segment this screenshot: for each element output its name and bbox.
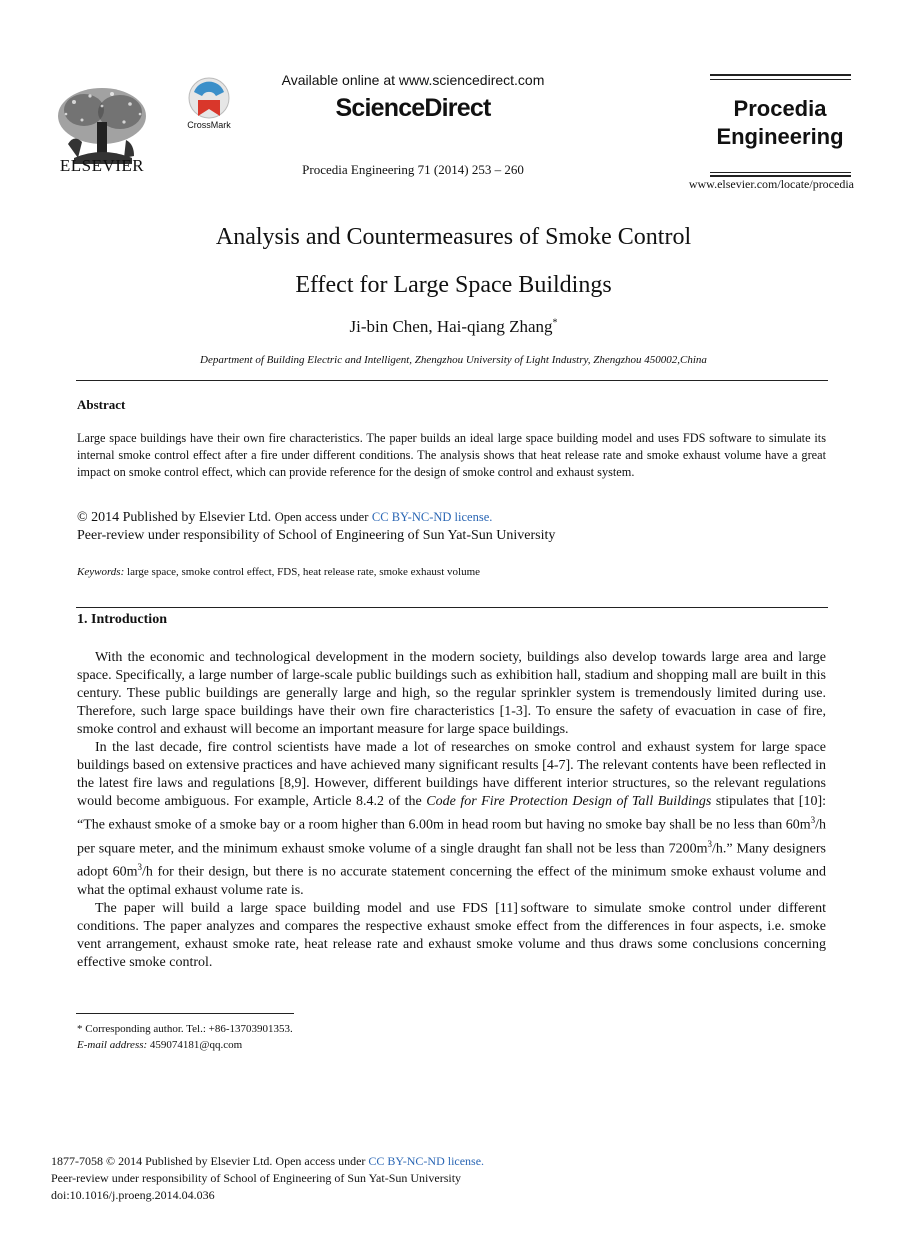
elsevier-wordmark: ELSEVIER — [59, 156, 145, 175]
paragraph-text: /h.” Many designers adopt 60m — [77, 841, 826, 880]
keywords-list: large space, smoke control effect, FDS, heat release rate, smoke exhaust volume — [127, 566, 481, 578]
paragraph-text: In the last decade, fire control scientists have made a lot of researches on smoke control and exhaust system for large space buildings based on extensive practices and have achieved many significant results [4-7]. The relevant contents have been reflected in the latest fire laws and regulations [8,9]. However, different buildings have different interior structures, so the relevant regulations would become ambiguous. For example, Article 8.4.2 of the — [77, 740, 826, 809]
journal-title-line-1: Procedia — [733, 96, 827, 121]
email-label: E-mail address: — [77, 1039, 148, 1051]
superscript: 3 — [810, 815, 816, 825]
introduction-body — [77, 649, 826, 972]
paragraph — [77, 739, 826, 900]
journal-url-link[interactable]: www.elsevier.com/locate/procedia — [688, 177, 854, 191]
article-title-line-1: Analysis and Countermeasures of Smoke Control — [215, 224, 692, 250]
journal-reference: Procedia Engineering 71 (2014) 253 – 260 — [302, 162, 524, 177]
crossmark-label: CrossMark — [187, 120, 231, 130]
paragraph: With the economic and technological development in the modern society, buildings also develop towards large area and large space. Specifically, a large number of large-scale public buildings such as exhibition hall, stadium and shopping mall are built in this century. These public buildings are generally large and high, so the regular sprinkler system is tremendously limited during use. Therefore, such large space buildings have their own fire characteristics [1-3]. To ensure the safety of evacuation in case of fire, smoke control and exhaust will become an important measure for large space buildings. — [77, 650, 826, 737]
copyright-line — [77, 510, 826, 526]
footer-issn-text: 1877-7058 © 2014 Published by Elsevier Ltd. Open access under — [51, 1154, 366, 1168]
paragraph: The paper will build a large space building model and use FDS [11] software to simulate smoke control under different conditions. The paper analyzes and compares the respective exhaust smoke effect from the differences in four aspects, i.e. smoke vent arrangement, exhaust smoke rate, heat release rate and exhaust smoke volume and thus draws some conclusions concerning effective smoke control. — [77, 900, 826, 970]
paragraph-text: /h per square meter, and the minimum exhaust smoke volume of a single draught fan shall not be less than 7200m — [77, 817, 826, 857]
journal-title — [704, 95, 856, 151]
footer-peer-review: Peer-review under responsibility of School of Engineering of Sun Yat-Sun University — [51, 1171, 462, 1185]
keywords-label: Keywords: — [77, 566, 125, 578]
corresponding-author-mark[interactable]: * — [552, 317, 558, 329]
code-title: Code for Fire Protection Design of Tall Buildings — [426, 794, 712, 809]
peer-review-line: Peer-review under responsibility of School of Engineering of Sun Yat-Sun University — [77, 528, 556, 543]
license-link[interactable]: CC BY-NC-ND license. — [371, 510, 493, 524]
paragraph-text: stipulates that [10]: “The exhaust smoke of a smoke bay or a room higher than 6.00m in head room but having no smoke bay shall be no less than 60m — [77, 794, 827, 833]
divider — [76, 380, 828, 381]
journal-title-line-2: Engineering — [716, 124, 844, 149]
footer-license-link[interactable]: CC BY-NC-ND license. — [368, 1154, 485, 1168]
footer-doi[interactable]: doi:10.1016/j.proeng.2014.04.036 — [51, 1188, 215, 1202]
abstract-text: Large space buildings have their own fire characteristics. The paper builds an ideal large space building model and uses FDS software to simulate its internal smoke control effect after a fire under different conditions. The analysis shows that heat release rate and smoke exhaust volume have a great impact on smoke control effect, which can provide reference for the design of smoke control and exhaust system. — [77, 431, 826, 479]
footnote-rule — [76, 1013, 294, 1014]
corresponding-author-note: * Corresponding author. Tel.: +86-13703901353. — [77, 1023, 293, 1035]
journal-title-rule — [710, 172, 851, 173]
journal-title-rule — [710, 74, 851, 76]
paragraph-text: /h for their design, but there is no accurate statement concerning the effect of the minimum smoke exhaust volume and what the optimal exhaust volume rate is. — [77, 864, 826, 898]
copyright-text: © 2014 Published by Elsevier Ltd. — [77, 510, 272, 525]
abstract-heading: Abstract — [77, 397, 126, 412]
email-note — [77, 1039, 242, 1051]
article-title-line-2: Effect for Large Space Buildings — [295, 272, 612, 298]
sciencedirect-brand: ScienceDirect — [335, 94, 491, 122]
superscript: 3 — [707, 838, 712, 849]
footer-issn-line — [51, 1154, 484, 1169]
authors — [0, 317, 907, 337]
superscript: 3 — [137, 862, 143, 873]
available-online-text: Available online at www.sciencedirect.com — [281, 72, 545, 88]
email-address[interactable]: 459074181@qq.com — [149, 1039, 243, 1051]
affiliation: Department of Building Electric and Intelligent, Zhengzhou University of Light Industry, Zhengzhou 450002,China — [200, 354, 707, 366]
section-heading-introduction: 1. Introduction — [77, 612, 167, 627]
open-access-text: Open access under — [274, 510, 369, 524]
journal-title-rule — [710, 79, 851, 80]
keywords — [77, 566, 826, 578]
author-names: Ji-bin Chen, Hai-qiang Zhang — [349, 317, 553, 336]
divider — [76, 607, 828, 608]
